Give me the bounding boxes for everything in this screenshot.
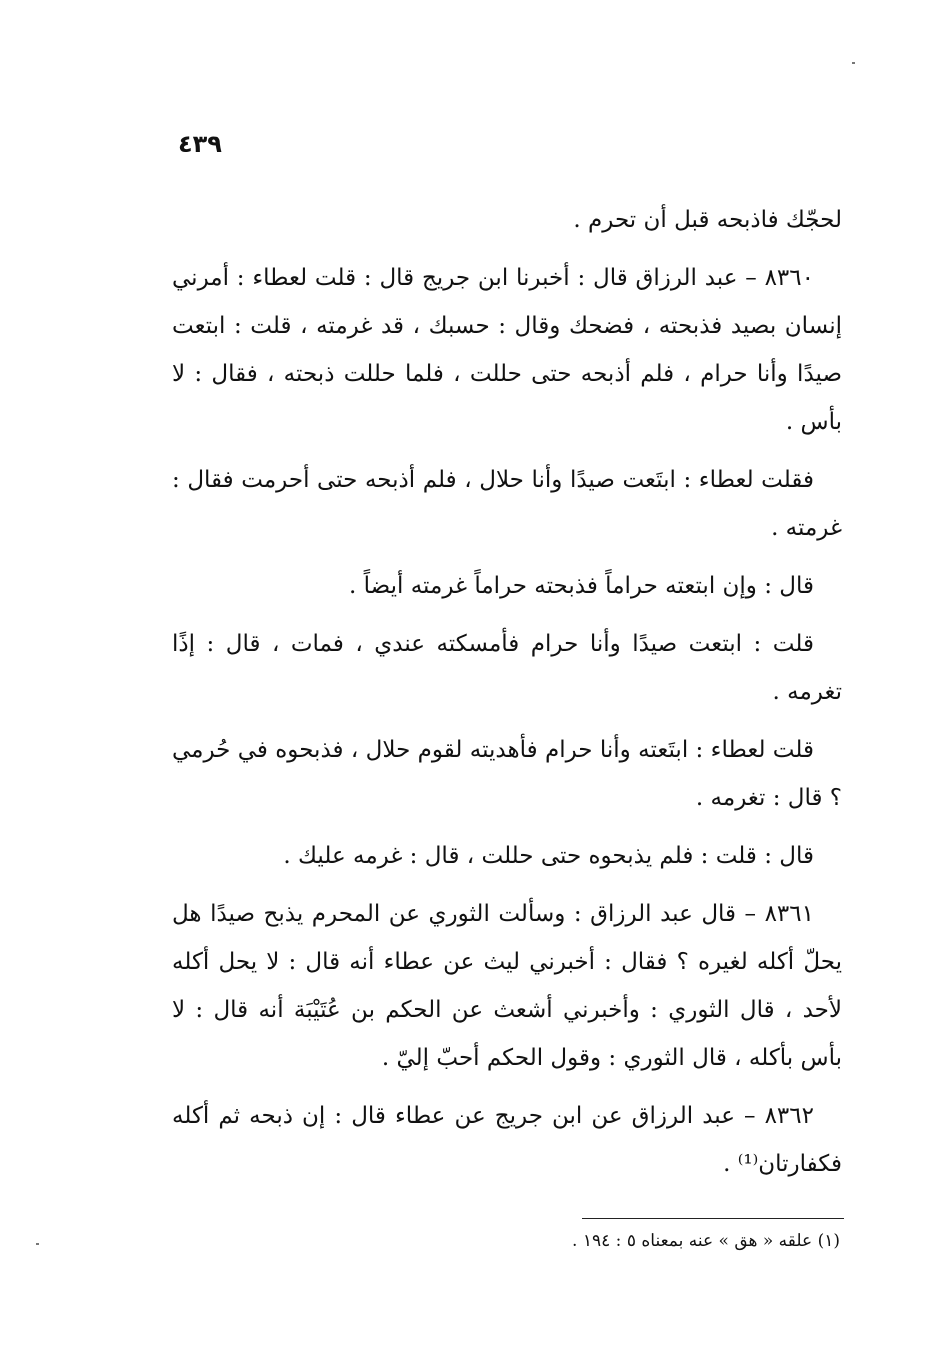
paragraph-continuation: لحجّك فاذبحه قبل أن تحرم .: [573, 207, 842, 233]
paragraph-8361: ٨٣٦١ – قال عبد الرزاق : وسألت الثوري عن المحرم يذبح صيدًا هل يحلّ أكله لغيره ؟ فقال : أخبرني ليث عن عطاء أنه قال : لا يحل أكله لأحد ، قال الثوري : وأخبرني أشعث عن الحكم بن عُتَيْبَة أنه قال : لا بأس بأكله ، قال الثوري : وقول الحكم أحبّ إليّ .: [172, 901, 842, 1071]
paragraph-8360: ٨٣٦٠ – عبد الرزاق قال : أخبرنا ابن جريج قال : قلت لعطاء : أمرني إنسان بصيد فذبحته ، فضحك وقال : حسبك ، قد غرمته ، قلت : ابتعت صيدًا وأنا حرام ، فلم أذبحه حتى حللت ، فلما حللت ذبحته ، فقال : لا بأس .: [172, 265, 842, 435]
footnote-divider: [582, 1218, 844, 1219]
main-text: [172, 196, 842, 1198]
paragraph: قلت : ابتعت صيدًا وأنا حرام فأمسكته عندي ، فمات ، قال : إذًا تغرمه .: [172, 631, 842, 705]
paragraph-8362: ٨٣٦٢ – عبد الرزاق عن ابن جريج عن عطاء قال : إن ذبحه ثم أكله فكفارتان⁽¹⁾ .: [172, 1103, 842, 1177]
scan-mark: [36, 1243, 39, 1245]
page-number: ٤٣٩: [178, 130, 222, 158]
scan-mark: [852, 62, 855, 64]
footnote: (١) علقه « هق » عنه بمعناه ٥ : ١٩٤ .: [572, 1231, 840, 1251]
paragraph: فقلت لعطاء : ابتَعت صيدًا وأنا حلال ، فلم أذبحه حتى أحرمت فقال : غرمته .: [172, 467, 842, 541]
paragraph: قلت لعطاء : ابتَعته وأنا حرام فأهديته لقوم حلال ، فذبحوه في حُرمي ؟ قال : تغرمه .: [172, 737, 842, 811]
paragraph: قال : وإن ابتعته حراماً فذبحته حراماً غرمته أيضاً .: [349, 573, 814, 599]
paragraph: قال : قلت : فلم يذبحوه حتى حللت ، قال : غرمه عليك .: [283, 843, 814, 869]
